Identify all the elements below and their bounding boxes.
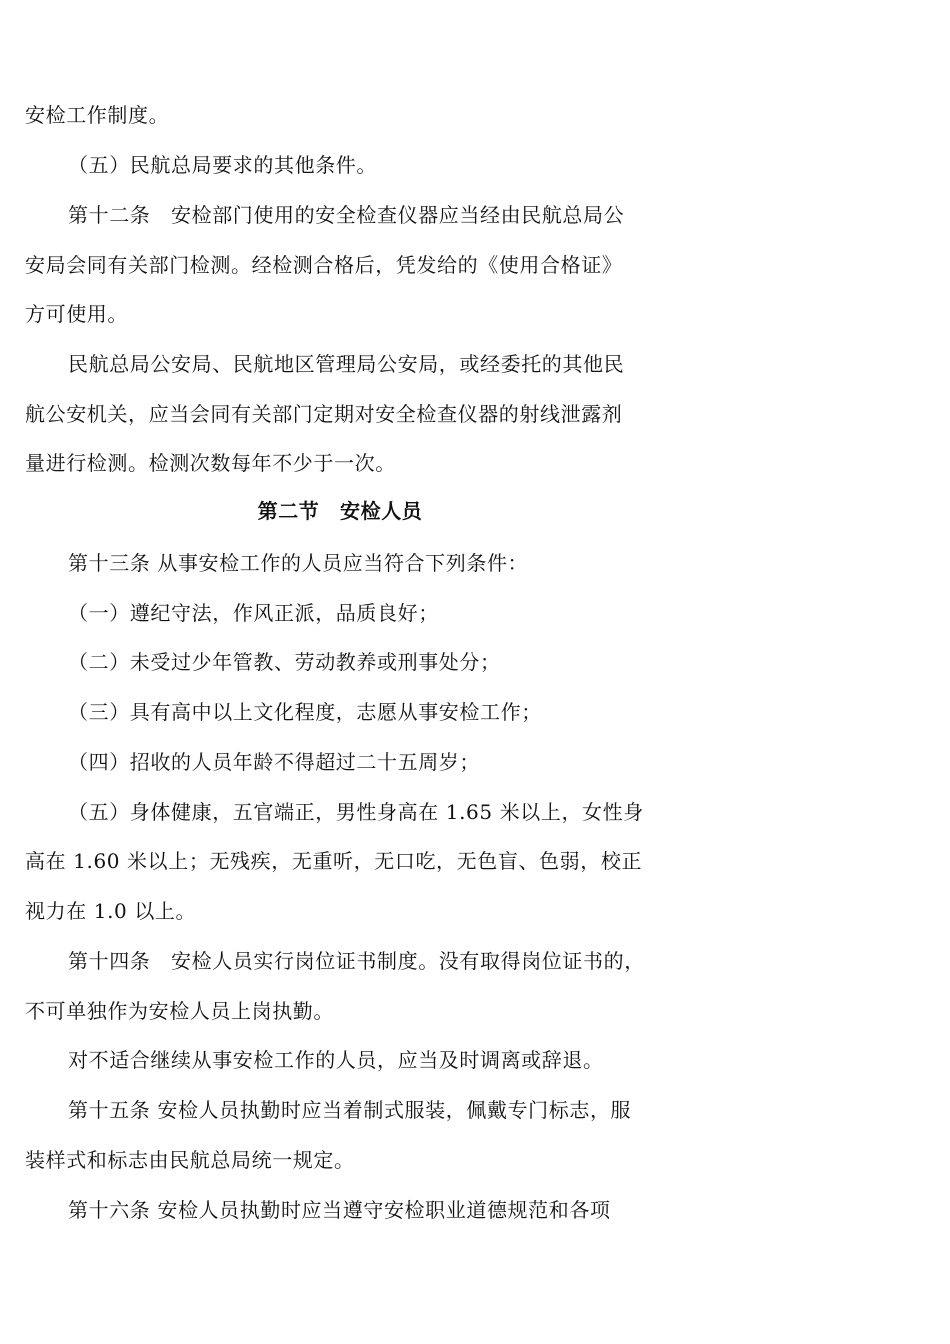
paragraph-line: 民航总局公安局、民航地区管理局公安局，或经委托的其他民 [68,352,625,376]
paragraph-line: 量进行检测。检测次数每年不少于一次。 [25,451,396,475]
article-15-line-2: 装样式和标志由民航总局统一规定。 [25,1148,355,1172]
article-12-line-2: 安局会同有关部门检测。经检测合格后，凭发给的《使用合格证》 [25,253,623,277]
paragraph-line: 视力在 1.0 以上。 [25,899,197,923]
list-item: （五）民航总局要求的其他条件。 [68,153,377,177]
list-item: （五）身体健康，五官端正，男性身高在 1.65 米以上，女性身 [68,800,644,824]
article-14-line-2: 不可单独作为安检人员上岗执勤。 [25,999,334,1023]
list-item: （三）具有高中以上文化程度，志愿从事安检工作； [68,700,542,724]
paragraph-line: 对不适合继续从事安检工作的人员，应当及时调离或辞退。 [68,1048,604,1072]
list-item: （一）遵纪守法，作风正派，品质良好； [68,601,439,625]
article-14-line-1: 第十四条 安检人员实行岗位证书制度。没有取得岗位证书的， [68,949,645,973]
article-15-line-1: 第十五条 安检人员执勤时应当着制式服装，佩戴专门标志，服 [68,1098,632,1122]
article-16-line-1: 第十六条 安检人员执勤时应当遵守安检职业道德规范和各项 [68,1198,611,1222]
paragraph-line: 安检工作制度。 [25,103,170,127]
article-12-line-1: 第十二条 安检部门使用的安全检查仪器应当经由民航总局公 [68,203,625,227]
paragraph-line: 高在 1.60 米以上；无残疾，无重听，无口吃，无色盲、色弱，校正 [25,849,643,873]
list-item: （二）未受过少年管教、劳动教养或刑事处分； [68,650,501,674]
article-13-line: 第十三条 从事安检工作的人员应当符合下列条件： [68,551,529,575]
section-heading: 第二节 安检人员 [257,499,423,523]
article-12-line-3: 方可使用。 [25,302,128,326]
paragraph-line: 航公安机关，应当会同有关部门定期对安全检查仪器的射线泄露剂 [25,402,623,426]
list-item: （四）招收的人员年龄不得超过二十五周岁； [68,750,480,774]
